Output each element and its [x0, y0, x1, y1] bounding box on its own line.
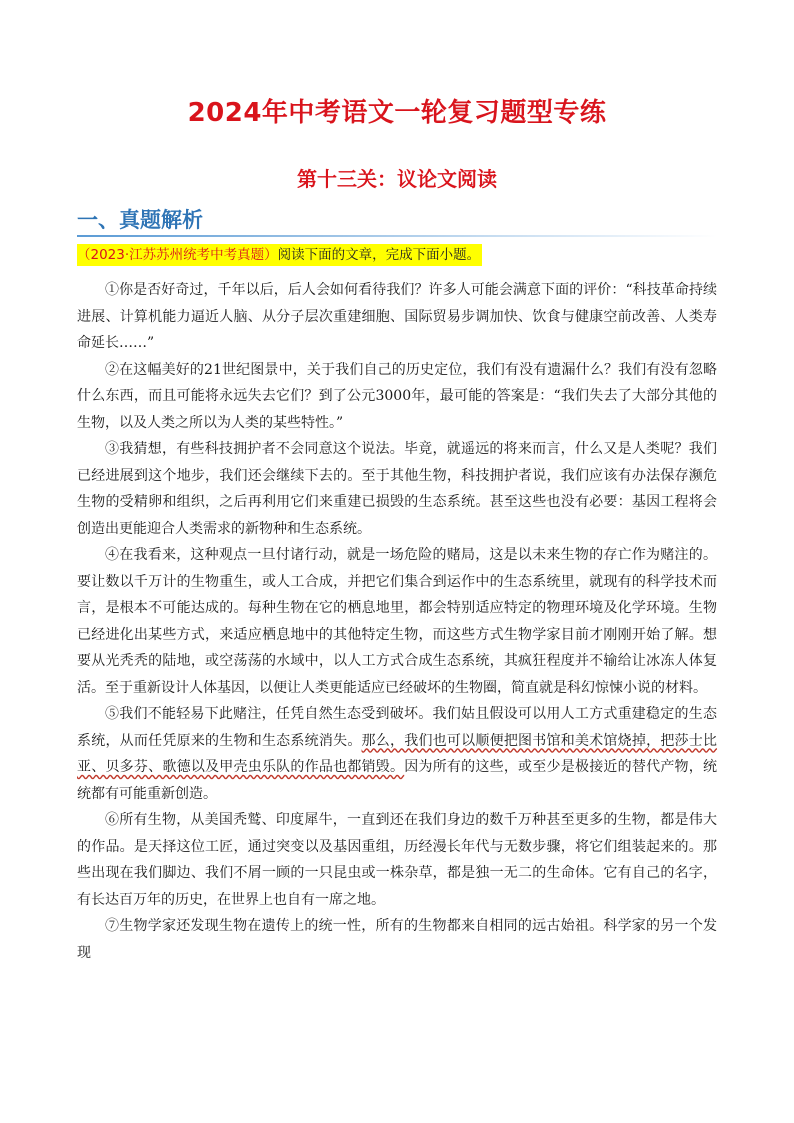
section-divider [77, 235, 717, 237]
question-source-line [77, 244, 482, 266]
paragraph-4: ④在我看来，这种观点一旦付诸行动，就是一场危险的赌局，这是以未来生物的存亡作为赌注的。要让数以千万计的生物重生，或人工合成，并把它们集合到运作中的生态系统里，就现有的科学技术而言，是根本不可能达成的。每种生物在它的栖息地里，都会特别适应特定的物理环境及化学环境。生物已经进化出某些方式，来适应栖息地中的其他特定生物，而这些方式生物学家目前才刚刚开始了解。想要从光秃秃的陆地，或空荡荡的水域中，以人工方式合成生态系统，其疯狂程度并不输给让冰冻人体复活。至于重新设计人体基因，以便让人类更能适应已经破坏的生物圈，简直就是科幻惊悚小说的材料。 [77, 547, 717, 696]
paragraph-5-underlined-sentence: 那么，我们也可以顺便把图书馆和美术馆烧掉，把莎士比亚、贝多芬、歌德以及甲壳虫乐队的作品也都销毁。 [77, 732, 718, 775]
article-body [77, 277, 717, 966]
paragraph-5-part-1: ⑤我们不能轻易下此赌注，任凭自然生态受到破坏。我们姑且假设可以用人工方式重建稳定的生态系统，从而任凭原来的生物和生态系统消失。 [77, 706, 717, 749]
question-source: （2023·江苏苏州统考中考真题） [77, 247, 278, 263]
sub-title: 第十三关：议论文阅读 [297, 167, 497, 191]
section-title: 一、真题解析 [77, 208, 203, 232]
main-title: 2024年中考语文一轮复习题型专练 [187, 98, 607, 128]
paragraph-6: ⑥所有生物，从美国秃鹫、印度犀牛，一直到还在我们身边的数千万种甚至更多的生物，都是伟大的作品。是天择这位工匠，通过突变以及基因重组，历经漫长年代与无数步骤，将它们组装起来的。那些出现在我们脚边、我们不屑一顾的一只昆虫或一株杂草，都是独一无二的生命体。它有自己的名字，有长达百万年的历史，在世界上也自有一席之地。 [77, 812, 717, 908]
paragraph-2: ②在这幅美好的21世纪图景中，关于我们自己的历史定位，我们有没有遗漏什么？我们有没有忽略什么东西，而且可能将永远失去它们？到了公元3000年，最可能的答案是：“我们失去了大部分其他的生物，以及人类之所以为人类的某些特性。” [77, 361, 717, 431]
paragraph-7: ⑦生物学家还发现生物在遗传上的统一性，所有的生物都来自相同的远古始祖。科学家的另一个发现 [77, 918, 717, 961]
question-instruction: 阅读下面的文章，完成下面小题。 [277, 247, 481, 263]
paragraph-3: ③我猜想，有些科技拥护者不会同意这个说法。毕竟，就遥远的将来而言，什么又是人类呢？我们已经进展到这个地步，我们还会继续下去的。至于其他生物，科技拥护者说，我们应该有办法保存濒危生物的受精卵和组织，之后再利用它们来重建已损毁的生态系统。甚至这些也没有必要：基因工程将会创造出更能迎合人类需求的新物种和生态系统。 [77, 441, 717, 537]
paragraph-5-part-3: 因为所有的这些，或至少是极接近的替代产物，统统都有可能重新创造。 [77, 759, 718, 802]
paragraph-1: ①你是否好奇过，千年以后，后人会如何看待我们？许多人可能会满意下面的评价：“科技革命持续进展、计算机能力逼近人脑、从分子层次重建细胞、国际贸易步调加快、饮食与健康空前改善、人类寿命延长……” [77, 282, 717, 351]
paragraph-5 [77, 701, 717, 807]
